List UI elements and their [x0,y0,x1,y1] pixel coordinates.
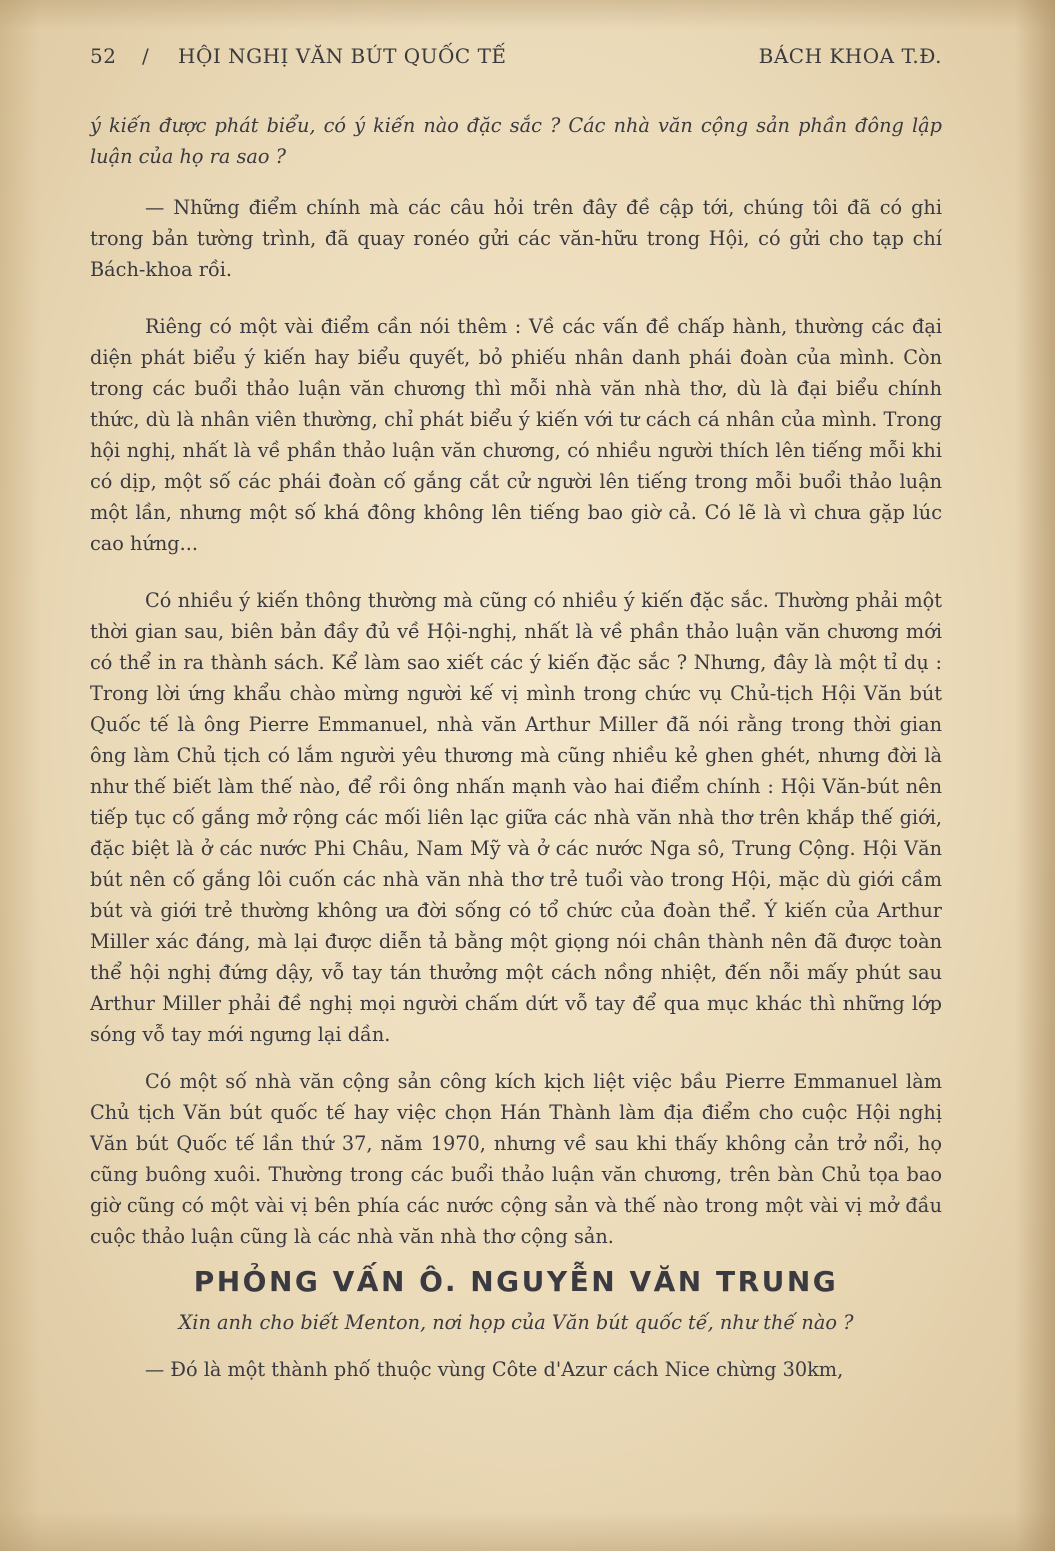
interview-question: Xin anh cho biết Menton, nơi họp của Văn bút quốc tế, như thế nào ? [178,1311,854,1334]
page-number: 52 [90,44,117,68]
article-body [90,110,942,1385]
header-separator: / [142,44,150,68]
paper-edge-right [1015,0,1055,1551]
running-title: HỘI NGHỊ VĂN BÚT QUỐC TẾ [178,44,507,68]
paper-edge-bottom [0,1511,1055,1551]
answer-paragraph-4: Có một số nhà văn cộng sản công kích kịch liệt việc bầu Pierre Emmanuel làm Chủ tịch Văn bút quốc tế hay việc chọn Hán Thành làm địa điểm cho cuộc Hội nghị Văn bút Quốc tế lần thứ 37, năm 1970, nhưng về sau khi thấy không cản trở nổi, họ cũng buông xuôi. Thường trong các buổi thảo luận văn chương, trên bàn Chủ tọa bao giờ cũng có một vài vị bên phía các nước cộng sản và thế nào trong một vài vị mở đầu cuộc thảo luận cũng là các nhà văn nhà thơ cộng sản. [90,1070,942,1248]
paper-edge-top [0,0,1055,30]
answer-paragraph-3: Có nhiều ý kiến thông thường mà cũng có nhiều ý kiến đặc sắc. Thường phải một thời gian sau, biên bản đầy đủ về Hội-nghị, nhất là về phần thảo luận văn chương mới có thể in ra thành sách. Kể làm sao xiết các ý kiến đặc sắc ? Nhưng, đây là một tỉ dụ : Trong lời ứng khẩu chào mừng người kế vị mình trong chức vụ Chủ-tịch Hội Văn bút Quốc tế là ông Pierre Emmanuel, nhà văn Arthur Miller đã nói rằng trong thời gian ông làm Chủ tịch có lắm người yêu thương mà cũng nhiều kẻ ghen ghét, nhưng đời là như thế biết làm thế nào, để rồi ông nhấn mạnh vào hai điểm chính : Hội Văn-bút nên tiếp tục cố gắng mở rộng các mối liên lạc giữa các nhà văn nhà thơ trên khắp thế giới, đặc biệt là ở các nước Phi Châu, Nam Mỹ và ở các nước Nga sô, Trung Cộng. Hội Văn bút nên cố gắng lôi cuốn các nhà văn nhà thơ trẻ tuổi vào trong Hội, mặc dù giới cầm bút và giới trẻ thường không ưa đời sống có tổ chức của đoàn thể. Ý kiến của Arthur Miller xác đáng, mà lại được diễn tả bằng một giọng nói chân thành nên đã được toàn thể hội nghị đứng dậy, vỗ tay tán thưởng một cách nồng nhiệt, đến nỗi mấy phút sau Arthur Miller phải đề nghị mọi người chấm dứt vỗ tay để qua mục khác thì những lớp sóng vỗ tay mới ngưng lại dần. [90,589,942,1046]
paper-edge-left [0,0,40,1551]
interview-answer: — Đó là một thành phố thuộc vùng Côte d'Azur cách Nice chừng 30km, [145,1358,844,1381]
journal-name: BÁCH KHOA T.Đ. [758,44,942,68]
section-title: PHỎNG VẤN Ô. NGUYỄN VĂN TRUNG [193,1265,839,1298]
answer-paragraph-1: — Những điểm chính mà các câu hỏi trên đây đề cập tới, chúng tôi đã có ghi trong bản tường trình, đã quay ronéo gửi các văn-hữu trong Hội, có gửi cho tạp chí Bách-khoa rồi. [90,196,942,281]
question-continuation: ý kiến được phát biểu, có ý kiến nào đặc sắc ? Các nhà văn cộng sản phần đông lập luận của họ ra sao ? [90,114,942,168]
answer-paragraph-2: Riêng có một vài điểm cần nói thêm : Về các vấn đề chấp hành, thường các đại diện phát biểu ý kiến hay biểu quyết, bỏ phiếu nhân danh phái đoàn của mình. Còn trong các buổi thảo luận văn chương thì mỗi nhà văn nhà thơ, dù là đại biểu chính thức, dù là nhân viên thường, chỉ phát biểu ý kiến với tư cách cá nhân của mình. Trong hội nghị, nhất là về phần thảo luận văn chương, có nhiều người thích lên tiếng mỗi khi có dịp, một số các phái đoàn cố gắng cắt cử người lên tiếng trong mỗi buổi thảo luận một lần, nhưng một số khá đông không lên tiếng bao giờ cả. Có lẽ là vì chưa gặp lúc cao hứng... [90,315,942,555]
running-header [90,44,942,74]
